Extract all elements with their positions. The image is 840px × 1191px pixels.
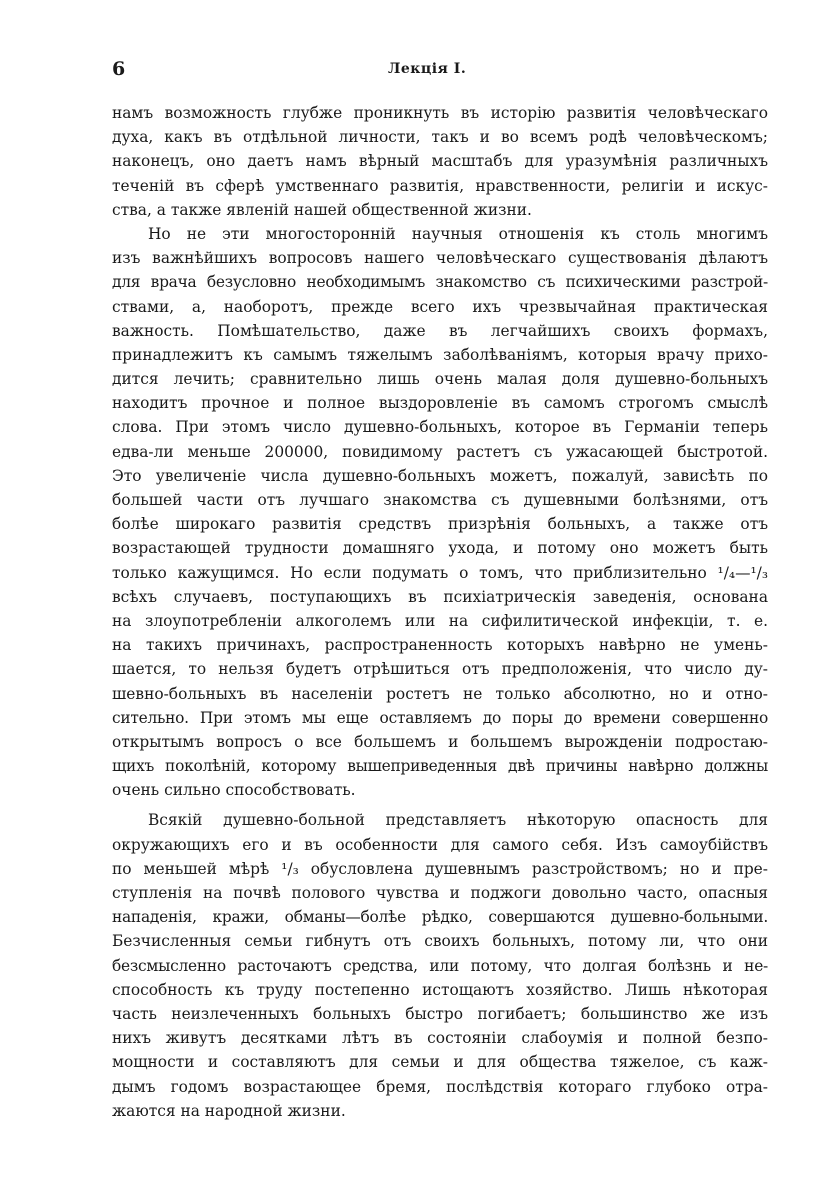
text-line: только кажущимся. Но если подумать о томъ, что приблизительно ¹/₄—¹/₃ — [112, 563, 768, 582]
text-line: наконецъ, оно даетъ намъ вѣрный масштабъ для уразумѣнія различныхъ — [112, 152, 768, 171]
text-line: Всякій душевно-больной представляетъ нѣкоторую опасность для — [148, 811, 768, 830]
text-line: нихъ живутъ десятками лѣтъ въ состояніи слабоумія и полной безпо- — [112, 1029, 768, 1048]
text-line: находитъ прочное и полное выздоровленіе въ самомъ строгомъ смыслѣ — [112, 394, 768, 413]
text-line: теченій въ сферѣ умственнаго развитія, нравственности, религіи и искус- — [112, 176, 768, 195]
text-line: на такихъ причинахъ, распространенность которыхъ навѣрно не умень- — [112, 636, 768, 655]
text-line: всѣхъ случаевъ, поступающихъ въ психіатрическія заведенія, основана — [112, 587, 768, 606]
text-line: ступленія на почвѣ полового чувства и поджоги довольно часто, опасныя — [112, 884, 768, 902]
paragraph-3 — [112, 808, 768, 1122]
text-line: нападенія, кражи, обманы—болѣе рѣдко, совершаются душевно-больными. — [112, 908, 768, 927]
text-line: дымъ годомъ возрастающее бремя, послѣдствія котораго глубоко отра- — [112, 1077, 768, 1096]
paragraph-2 — [112, 222, 768, 803]
text-line: щихъ поколѣній, которому вышеприведенныя двѣ причины навѣрно должны — [112, 757, 768, 776]
text-line: на злоупотребленіи алкоголемъ или на сифилитической инфекціи, т. е. — [112, 611, 768, 630]
page-number: 6 — [112, 58, 126, 80]
text-line: Безчисленныя семьи гибнутъ отъ своихъ больныхъ, потому ли, что они — [112, 932, 768, 951]
text-line: шевно-больныхъ въ населеніи ростетъ не только абсолютно, но и отно- — [112, 684, 768, 703]
text-line: по меньшей мѣрѣ ¹/₃ обусловлена душевнымъ разстройствомъ; но и пре- — [112, 859, 768, 878]
text-line: слова. При этомъ число душевно-больныхъ, которое въ Германіи теперь — [112, 418, 768, 437]
text-line: едва-ли меньше 200000, повидимому растетъ съ ужасающей быстротой. — [112, 442, 768, 461]
text-line: Но не эти многосторонній научныя отношенія къ столь многимъ — [148, 224, 768, 243]
text-line: большей части отъ лучшаго знакомства съ душевными болѣзнями, отъ — [112, 491, 768, 509]
text-line: возрастающей трудности домашняго ухода, и потому оно можетъ быть — [112, 539, 768, 558]
text-line: принадлежитъ къ самымъ тяжелымъ заболѣваніямъ, которыя врачу прихо- — [112, 345, 768, 364]
text-line: открытымъ вопросъ о все большемъ и большемъ вырожденіи подростаю- — [112, 732, 768, 751]
text-line: часть неизлеченныхъ больныхъ быстро погибаетъ; большинство же изъ — [112, 1004, 768, 1023]
text-line: ствами, а, наоборотъ, прежде всего ихъ чрезвычайная практическая — [112, 297, 768, 316]
text-line: безсмысленно расточаютъ средства, или потому, что долгая болѣзнь и не- — [112, 956, 768, 975]
text-line: сительно. При этомъ мы еще оставляемъ до поры до времени совершенно — [112, 708, 768, 727]
text-line: очень сильно способствовать. — [112, 781, 356, 800]
text-line: ства, а также явленій нашей общественной жизни. — [112, 200, 532, 219]
text-line: мощности и составляютъ для семьи и для общества тяжелое, съ каж- — [112, 1053, 768, 1072]
text-line: духа, какъ въ отдѣльной личности, такъ и во всемъ родѣ человѣческомъ; — [112, 128, 768, 147]
text-line: жаются на народной жизни. — [112, 1101, 346, 1120]
text-line: Это увеличеніе числа душевно-больныхъ можетъ, пожалуй, зависѣть по — [112, 466, 768, 485]
text-line: окружающихъ его и въ особенности для самого себя. Изъ самоубійствъ — [112, 835, 768, 854]
text-line: дится лечить; сравнительно лишь очень малая доля душевно-больныхъ — [112, 370, 768, 389]
body-text — [112, 101, 768, 1123]
text-line: намъ возможность глубже проникнуть въ исторію развитія человѣческаго — [112, 104, 768, 122]
running-title: Лекція I. — [388, 61, 467, 77]
text-line: шается, то нельзя будетъ отрѣшиться отъ предположенія, что число ду- — [112, 660, 768, 679]
text-line: болѣе широкаго развитія средствъ призрѣнія больныхъ, а также отъ — [112, 515, 768, 534]
text-line: важность. Помѣшательство, даже въ легчайшихъ своихъ формахъ, — [112, 321, 768, 340]
paragraph-1 — [112, 101, 768, 222]
text-line: для врача безусловно необходимымъ знакомство съ психическими разстрой- — [112, 273, 768, 292]
page-header — [112, 58, 752, 82]
text-line: способность къ труду постепенно истощаютъ хозяйство. Лишь нѣкоторая — [112, 980, 768, 999]
text-line: изъ важнѣйшихъ вопросовъ нашего человѣческаго существованія дѣлаютъ — [112, 249, 768, 268]
